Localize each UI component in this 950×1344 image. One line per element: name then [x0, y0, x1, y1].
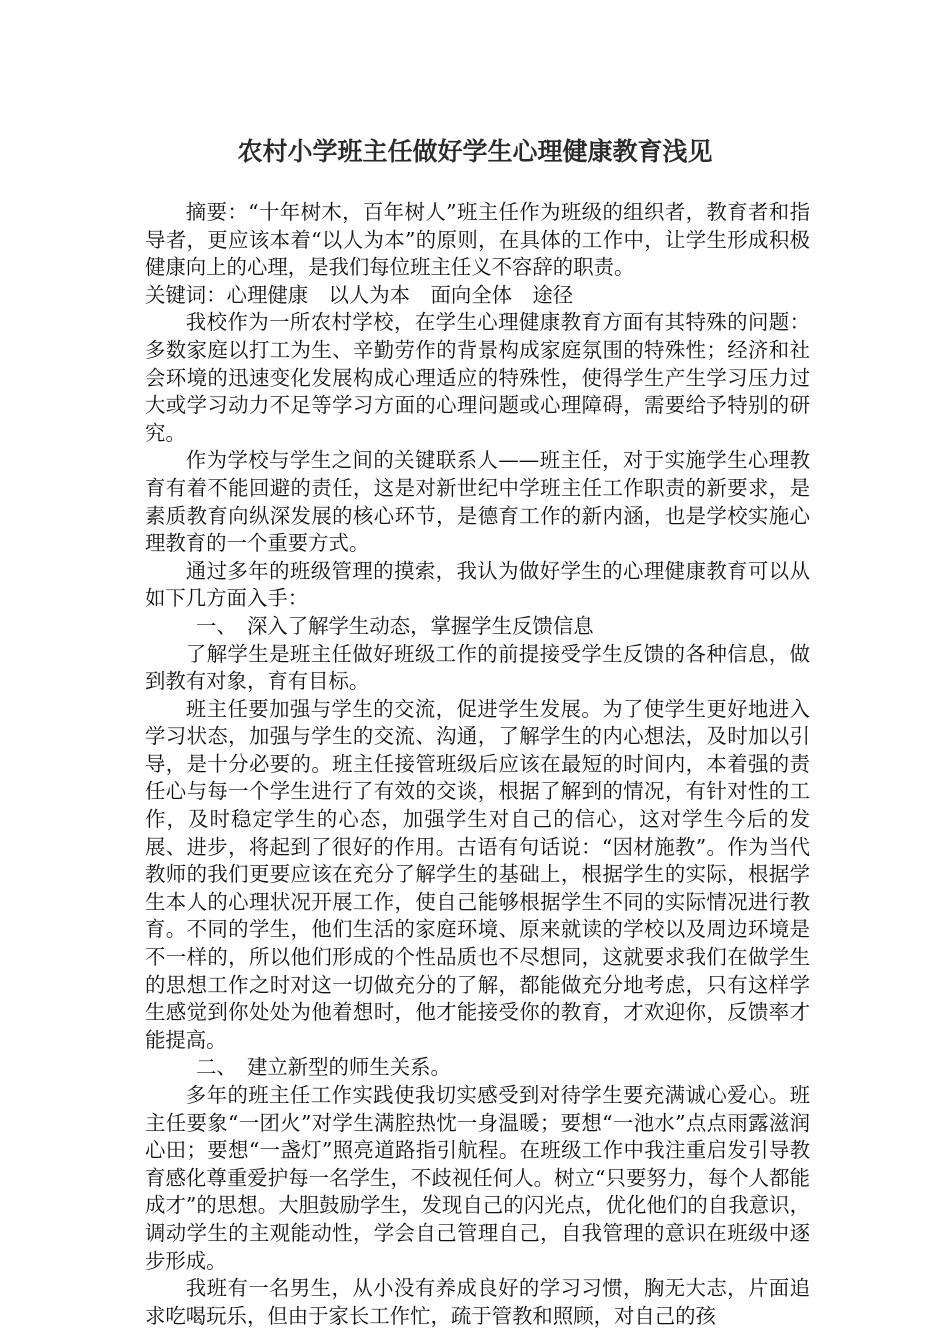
body-paragraph: 班主任要加强与学生的交流，促进学生发展。为了使学生更好地进入学习状态，加强与学生的交流、沟通，了解学生的内心想法，及时加以引导，是十分必要的。班主任接管班级后应该在最短的时间内，本着强的责任心与每一个学生进行了有效的交谈，根据了解到的情况，有针对性的工作，及时稳定学生的心态，加强学生对自己的信心，这对学生今后的发展、进步，将起到了很好的作用。古语有句话说：“因材施教”。作为当代教师的我们更要应该在充分了解学生的基础上，根据学生的实际，根据学生本人的心理状况开展工作，使自己能够根据学生不同的实际情况进行教育。不同的学生，他们生活的家庭环境、原来就读的学校以及周边环境是不一样的，所以他们形成的个性品质也不尽想同，这就要求我们在做学生的思想工作之时对这一切做充分的了解，都能做充分地考虑，只有这样学生感觉到你处处为他着想时，他才能接受你的教育，才欢迎你，反馈率才能提高。 [145, 696, 810, 1052]
section-heading: 一、 深入了解学生动态，掌握学生反馈信息 [196, 613, 594, 638]
body-paragraph: 了解学生是班主任做好班级工作的前提接受学生反馈的各种信息，做到教有对象，育有目标。 [145, 641, 810, 694]
body-paragraph: 多年的班主任工作实践使我切实感受到对待学生要充满诚心爱心。班主任要象“一团火”对学生满腔热忱一身温暖；要想“一池水”点点雨露滋润心田；要想“一盏灯”照亮道路指引航程。在班级工作中我注重启发引导教育感化尊重爱护每一名学生，不歧视任何人。树立“只要努力，每个人都能成才”的思想。大胆鼓励学生，发现自己的闪光点，优化他们的自我意识，调动学生的主观能动性，学会自己管理自己，自我管理的意识在班级中逐步形成。 [145, 1083, 810, 1273]
keywords-line: 关键词：心理健康 以人为本 面向全体 途径 [145, 282, 574, 307]
body-paragraph: 作为学校与学生之间的关键联系人——班主任，对于实施学生心理教育有着不能回避的责任，这是对新世纪中学班主任工作职责的新要求，是素质教育向纵深发展的核心环节，是德育工作的新内涵，也是学校实施心理教育的一个重要方式。 [145, 448, 810, 556]
abstract-paragraph: 摘要：“十年树木，百年树人”班主任作为班级的组织者，教育者和指导者，更应该本着“以人为本”的原则，在具体的工作中，让学生形成积极健康向上的心理，是我们每位班主任义不容辞的职责。 [145, 200, 810, 280]
section-heading: 二、 建立新型的师生关系。 [196, 1055, 451, 1080]
document-title: 农村小学班主任做好学生心理健康教育浅见 [237, 137, 713, 166]
body-paragraph: 我校作为一所农村学校，在学生心理健康教育方面有其特殊的问题：多数家庭以打工为生、辛勤劳作的背景构成家庭氛围的特殊性；经济和社会环境的迅速变化发展构成心理适应的特殊性，使得学生产生学习压力过大或学习动力不足等学习方面的心理问题或心理障碍，需要给予特别的研究。 [145, 310, 810, 445]
body-paragraph: 通过多年的班级管理的摸索，我认为做好学生的心理健康教育可以从如下几方面入手： [145, 558, 810, 611]
document-body [145, 199, 810, 1330]
body-paragraph: 我班有一名男生，从小没有养成良好的学习习惯，胸无大志，片面追求吃喝玩乐，但由于家长工作忙，疏于管教和照顾，对自己的孩 [145, 1276, 810, 1328]
